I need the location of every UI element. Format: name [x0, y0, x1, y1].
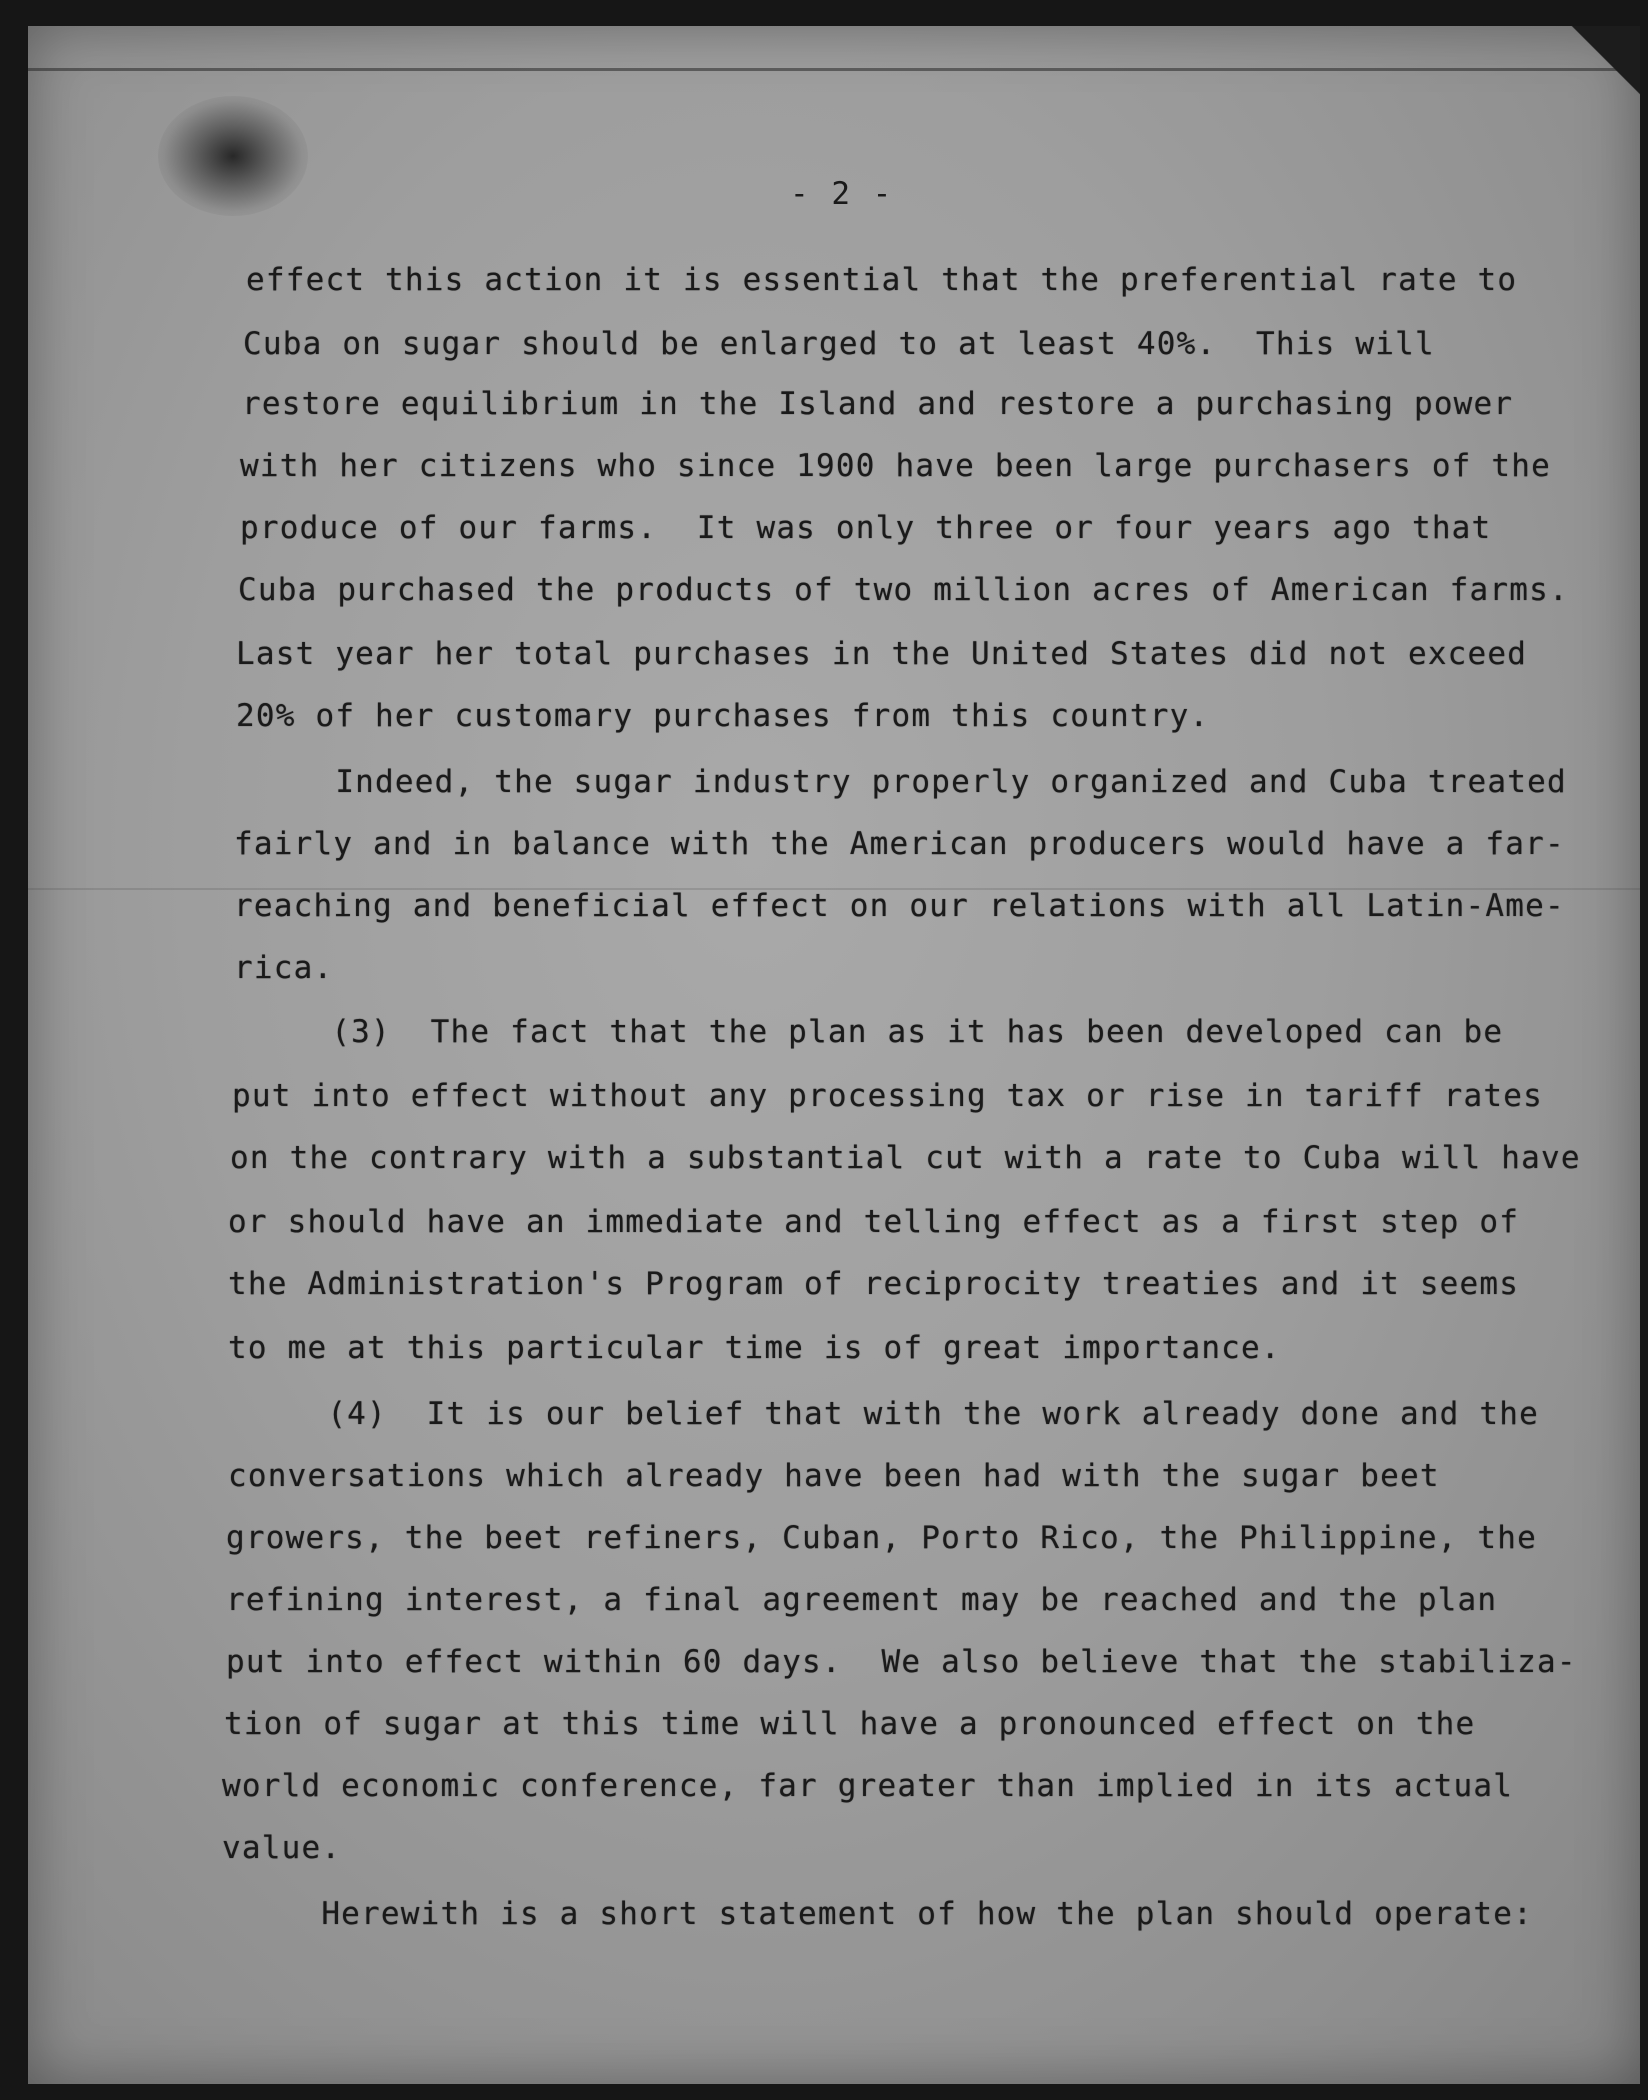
page-number: - 2 - [790, 176, 894, 212]
text-line: Cuba on sugar should be enlarged to at least 40%. This will [243, 326, 1435, 362]
text-line: put into effect without any processing tax or rise in tariff rates [232, 1078, 1543, 1114]
text-line: restore equilibrium in the Island and restore a purchasing power [242, 386, 1514, 422]
text-line: fairly and in balance with the American producers would have a far- [234, 826, 1565, 862]
text-line: rica. [234, 950, 334, 986]
text-line: Herewith is a short statement of how the plan should operate: [222, 1896, 1533, 1932]
text-line: to me at this particular time is of great importance. [228, 1330, 1281, 1366]
text-line: 20% of her customary purchases from this country. [236, 698, 1210, 734]
text-line: value. [222, 1830, 342, 1866]
text-line: on the contrary with a substantial cut with a rate to Cuba will have [230, 1140, 1581, 1176]
body-text [28, 26, 1640, 2084]
text-line: the Administration's Program of reciprocity treaties and it seems [228, 1266, 1520, 1302]
text-line: world economic conference, far greater than implied in its actual [222, 1768, 1514, 1804]
text-line: Last year her total purchases in the United States did not exceed [236, 636, 1528, 672]
text-line: (4) It is our belief that with the work already done and the [228, 1396, 1539, 1432]
text-line: effect this action it is essential that the preferential rate to [246, 262, 1518, 298]
text-line: reaching and beneficial effect on our relations with all Latin-Ame- [234, 888, 1565, 924]
text-line: put into effect within 60 days. We also believe that the stabiliza- [226, 1644, 1577, 1680]
text-line: or should have an immediate and telling effect as a first step of [228, 1204, 1520, 1240]
text-line: tion of sugar at this time will have a pronounced effect on the [224, 1706, 1476, 1742]
text-line: growers, the beet refiners, Cuban, Porto Rico, the Philippine, the [226, 1520, 1537, 1556]
text-line: Indeed, the sugar industry properly organized and Cuba treated [236, 764, 1567, 800]
text-line: conversations which already have been had with the sugar beet [228, 1458, 1440, 1494]
paper-page [28, 26, 1640, 2084]
text-line: refining interest, a final agreement may be reached and the plan [226, 1582, 1498, 1618]
text-line: with her citizens who since 1900 have been large purchasers of the [240, 448, 1551, 484]
text-line: Cuba purchased the products of two million acres of American farms. [238, 572, 1569, 608]
text-line: (3) The fact that the plan as it has been developed can be [232, 1014, 1504, 1050]
text-line: produce of our farms. It was only three or four years ago that [240, 510, 1492, 546]
